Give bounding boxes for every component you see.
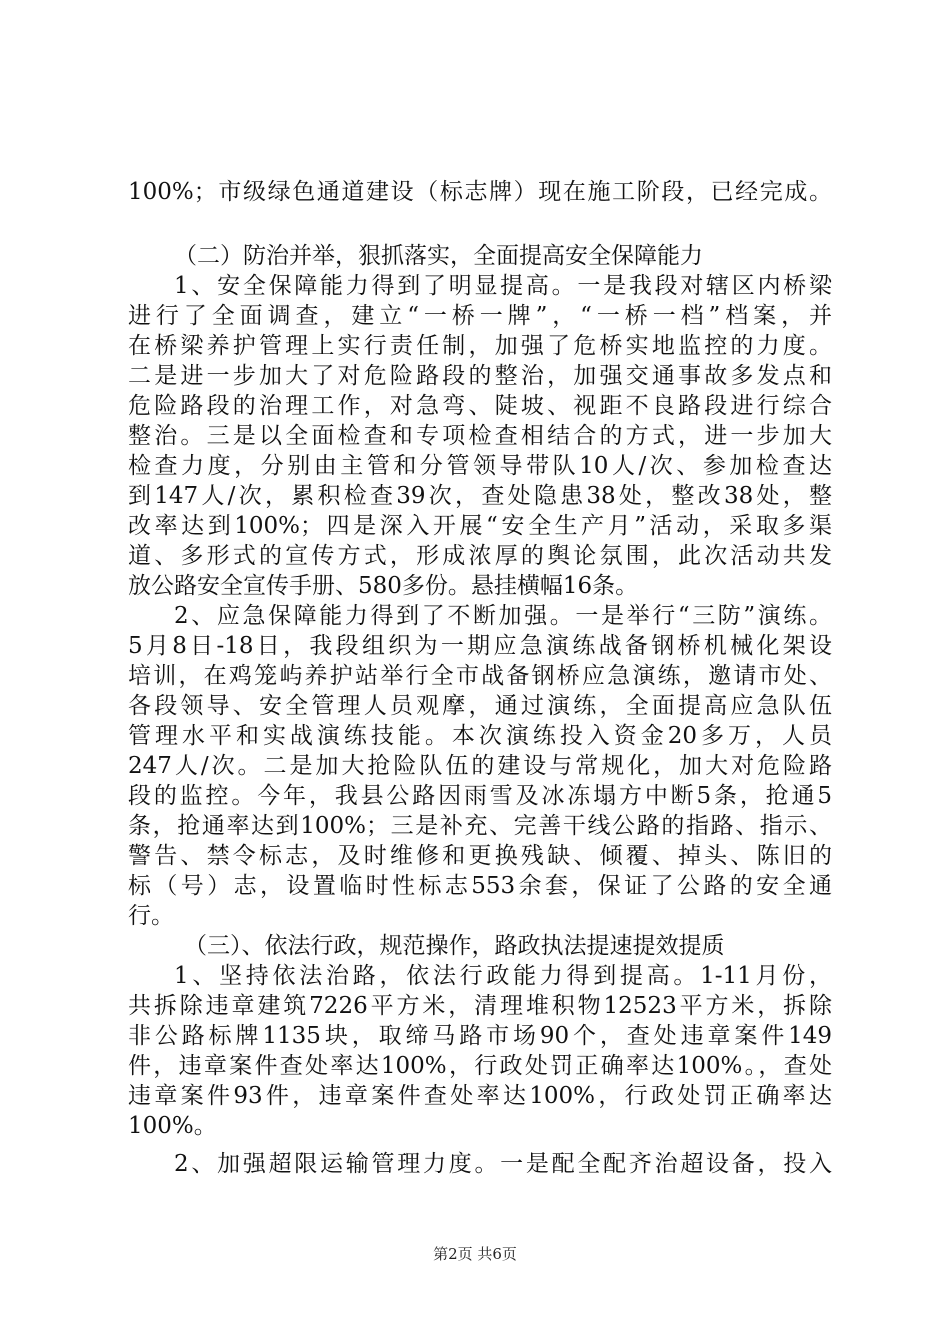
paragraph-line: 条，抢通率达到100%；三是补充、完善干线公路的指路、指示、 xyxy=(128,813,832,839)
paragraph-line: 件，违章案件查处率达100%，行政处罚正确率达100%。，查处 xyxy=(128,1053,832,1079)
paragraph-line: 非公路标牌1135块，取缔马路市场90个，查处违章案件149 xyxy=(128,1023,832,1049)
paragraph-line: 二是进一步加大了对危险路段的整治，加强交通事故多发点和 xyxy=(128,363,832,389)
paragraph-line: 道、多形式的宣传方式，形成浓厚的舆论氛围，此次活动共发 xyxy=(128,543,832,569)
paragraph-line: 100%。 xyxy=(128,1113,217,1139)
section-heading-3: （三）、依法行政，规范操作，路政执法提速提效提质 xyxy=(184,933,725,959)
paragraph-line: 247人/次。二是加大抢险队伍的建设与常规化，加大对危险路 xyxy=(128,753,832,779)
paragraph-line: 标（号）志，设置临时性标志553余套，保证了公路的安全通 xyxy=(128,873,832,899)
paragraph-line: 进行了全面调查，建立“一桥一牌”，“一桥一档”档案，并 xyxy=(128,303,832,329)
paragraph-line: 共拆除违章建筑7226平方米，清理堆积物12523平方米，拆除 xyxy=(128,993,832,1019)
paragraph-line: 整治。三是以全面检查和专项检查相结合的方式，进一步加大 xyxy=(128,423,832,449)
paragraph-line: 放公路安全宣传手册、580多份。悬挂横幅16条。 xyxy=(128,573,639,599)
paragraph-line: 1、安全保障能力得到了明显提高。一是我段对辖区内桥梁 xyxy=(174,273,832,299)
paragraph-line: 违章案件93件，违章案件查处率达100%，行政处罚正确率达 xyxy=(128,1083,832,1109)
paragraph-line: 警告、禁令标志，及时维修和更换残缺、倾覆、掉头、陈旧的 xyxy=(128,843,832,869)
paragraph-line: 各段领导、安全管理人员观摩，通过演练，全面提高应急队伍 xyxy=(128,693,832,719)
section-heading-2: （二）防治并举，狠抓落实，全面提高安全保障能力 xyxy=(174,243,703,269)
paragraph-line: 段的监控。今年，我县公路因雨雪及冰冻塌方中断5条，抢通5 xyxy=(128,783,832,809)
paragraph-line: 5月8日-18日，我段组织为一期应急演练战备钢桥机械化架设 xyxy=(128,633,832,659)
paragraph-line: 培训，在鸡笼屿养护站举行全市战备钢桥应急演练，邀请市处、 xyxy=(128,663,832,689)
paragraph-line: 危险路段的治理工作，对急弯、陡坡、视距不良路段进行综合 xyxy=(128,393,832,419)
paragraph-line: 改率达到100%；四是深入开展“安全生产月”活动，采取多渠 xyxy=(128,513,832,539)
paragraph-line: 2、加强超限运输管理力度。一是配全配齐治超设备，投入 xyxy=(174,1151,832,1177)
paragraph-line: 在桥梁养护管理上实行责任制，加强了危桥实地监控的力度。 xyxy=(128,333,832,359)
paragraph-line: 2、应急保障能力得到了不断加强。一是举行“三防”演练。 xyxy=(174,603,832,629)
paragraph-line: 到147人/次，累积检查39次，查处隐患38处，整改38处，整 xyxy=(128,483,832,509)
paragraph-line: 行。 xyxy=(128,903,174,929)
paragraph-line: 1、坚持依法治路，依法行政能力得到提高。1-11月份， xyxy=(174,963,832,989)
page-number-footer: 第2页 共6页 xyxy=(433,1245,517,1263)
paragraph-line: 管理水平和实战演练技能。本次演练投入资金20多万，人员 xyxy=(128,723,832,749)
paragraph-line: 检查力度，分别由主管和分管领导带队10人/次、参加检查达 xyxy=(128,453,832,479)
paragraph-line: 100%；市级绿色通道建设（标志牌）现在施工阶段，已经完成。 xyxy=(128,179,832,205)
